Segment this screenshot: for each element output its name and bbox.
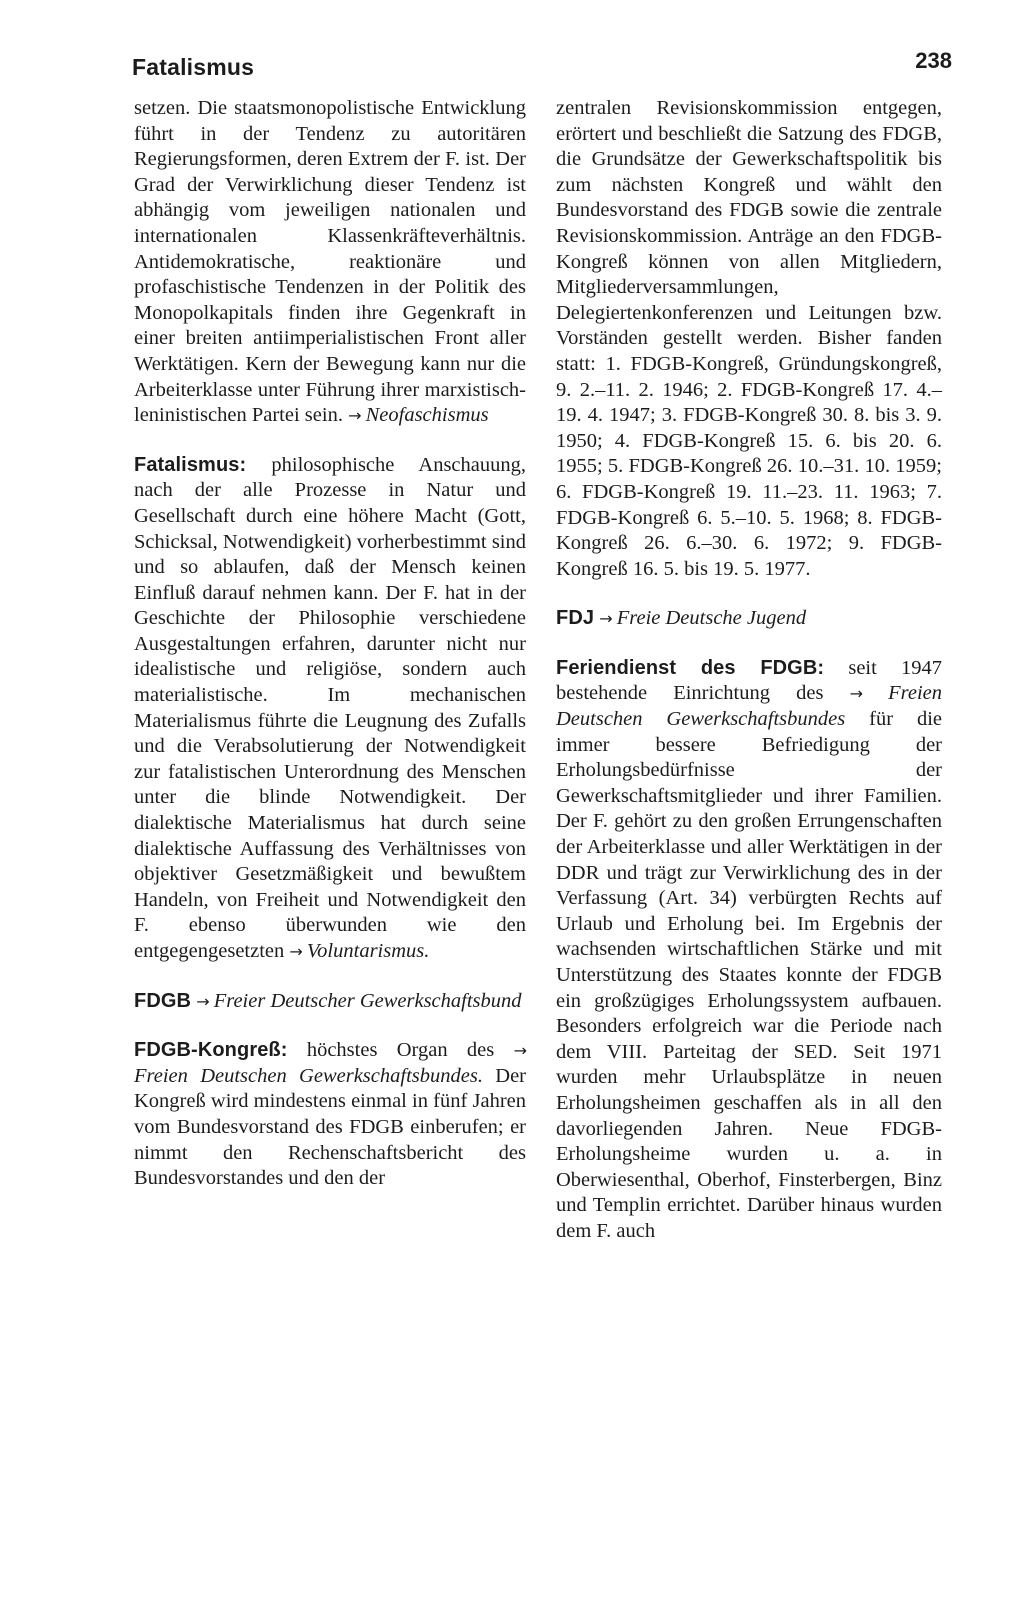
page-number: 238 (915, 48, 952, 73)
right-column (556, 96, 942, 1245)
entry-text: höchstes Organ des (306, 1039, 495, 1062)
entry-headword: FDGB (134, 989, 192, 1012)
entry-fatalismus (134, 453, 526, 965)
cross-reference-link[interactable]: Freie Deutsche Jugend (616, 607, 807, 630)
entry-text: philosophische Anschauung, nach der alle Prozesse in Natur und Gesellschaft durch eine höhere Macht (Gott, Schicksal, Notwendigkeit) vorherbestimmt sind und so ablaufen, daß der Mensch keinen Einfluß darauf nehmen kann. Der F. hat in der Geschichte der Philosophie verschiedene Ausgestaltungen erfahren, darunter nicht nur idealistische und religiöse, sondern auch materialistische. Im mechanischen Materialismus führte die Leugnung des Zufalls und die Verabsolutierung der Notwendigkeit zur fatalistischen Unterordnung des Menschen unter die blinde Notwendigkeit. Der dialektische Materialismus hat durch seine dialektische Auffassung des Verhältnisses von objektiver Gesetzmäßigkeit und bewußtem Handeln, von Freiheit und Notwendigkeit den F. ebenso überwunden wie den entgegengesetzten (134, 453, 526, 962)
cross-reference-arrow-icon: → (348, 406, 361, 426)
entry-fdj (556, 606, 942, 632)
entry-continuation (556, 96, 942, 582)
cross-reference-link[interactable]: Freier Deutscher Gewerkschaftsbund (213, 989, 522, 1012)
cross-reference-arrow-icon: → (849, 684, 862, 704)
cross-reference-arrow-icon: → (599, 609, 612, 629)
cross-reference-arrow-icon: → (289, 942, 302, 961)
entry-text: Der Kongreß wird mindestens einmal in fünf Jahren vom Bundesvorstand des FDGB einberufen; er nimmt den Rechenschaftsbericht des Bundesvorstandes und den der (134, 1064, 527, 1190)
entry-headword: Fatalismus: (134, 453, 247, 476)
running-head: Fatalismus (132, 54, 255, 80)
cross-reference-link[interactable]: Freien Deutschen Gewerkschaftsbundes. (134, 1064, 483, 1087)
entry-headword: Feriendienst des FDGB: (556, 656, 825, 679)
page-header (132, 48, 952, 88)
cross-reference-arrow-icon: → (196, 991, 209, 1011)
left-column (134, 96, 526, 1192)
entry-text: setzen. Die staatsmonopolistische Entwicklung führt in der Tendenz zu autoritären Regierungsformen, deren Extrem der F. ist. Der Grad der Verwirklichung dieser Tendenz ist abhängig vom jeweiligen nationalen und internationalen Klassenkräfteverhältnis. Antidemokratische, reaktionäre und profaschistische Tendenzen in der Politik des Monopolkapitals finden ihre Gegenkraft in einer breiten antiimperialistischen Front aller Werktätigen. Kern der Bewegung kann nur die Arbeiterklasse unter Führung ihrer marxistisch-leninistischen Partei sein. (134, 97, 526, 427)
cross-reference-link[interactable]: Voluntarismus. (306, 940, 430, 962)
entry-headword: FDJ (556, 607, 595, 630)
entry-text: für die immer bessere Befriedigung der Erholungsbedürfnisse der Gewerkschaftsmitglieder und ihrer Familien. Der F. gehört zu den großen Errungenschaften der Arbeiterklasse und aller Werktätigen in der DDR und trägt zur Verwirklichung des in der Verfassung (Art. 34) verbürgten Rechts auf Urlaub und Erholung bei. Im Ergebnis der wachsenden wirtschaftlichen Stärke und mit Unterstützung des Staates konnte der FDGB ein großzügiges Erholungssystem aufbauen. Besonders erfolgreich war die Periode nach dem VIII. Parteitag der SED. Seit 1971 wurden mehr Urlaubsplätze in neuen Erholungsheimen geschaffen als in all den davorliegenden Jahren. Neue FDGB-Erholungsheime wurden u. a. in Oberwiesenthal, Oberhof, Finsterbergen, Binz und Templin errichtet. Darüber hinaus wurden dem F. auch (556, 708, 942, 1242)
entry-feriendienst (556, 656, 942, 1245)
cross-reference-link[interactable]: Neofaschismus (365, 404, 489, 427)
entry-fdgb (134, 989, 526, 1015)
entry-text: seit 1947 bestehende Einrichtung des (556, 656, 943, 705)
cross-reference-arrow-icon: → (513, 1041, 526, 1061)
entry-continuation (134, 96, 526, 429)
entry-text: zentralen Revisionskommission entgegen, erörtert und beschließt die Satzung des FDGB, die Grundsätze der Gewerkschaftspolitik bis zum nächsten Kongreß und wählt den Bundesvorstand des FDGB sowie die zentrale Revisionskommission. Anträge an den FDGB-Kongreß können von allen Mitgliedern, Mitgliederversammlungen, Delegiertenkonferenzen und Leitungen bzw. Vorständen gestellt werden. Bisher fanden statt: 1. FDGB-Kongreß, Gründungskongreß, 9. 2.–11. 2. 1946; 2. FDGB-Kongreß 17. 4.–19. 4. 1947; 3. FDGB-Kongreß 30. 8. bis 3. 9. 1950; 4. FDGB-Kongreß 15. 6. bis 20. 6. 1955; 5. FDGB-Kongreß 26. 10.–31. 10. 1959; 6. FDGB-Kongreß 19. 11.–23. 11. 1963; 7. FDGB-Kongreß 6. 5.–10. 5. 1968; 8. FDGB-Kongreß 26. 6.–30. 6. 1972; 9. FDGB-Kongreß 16. 5. bis 19. 5. 1977. (556, 97, 942, 580)
entry-headword: FDGB-Kongreß: (134, 1039, 288, 1062)
entry-fdgb-kongress (134, 1038, 526, 1192)
cross-reference-link[interactable]: Freien Deutschen Gewerkschaftsbundes (556, 682, 943, 731)
